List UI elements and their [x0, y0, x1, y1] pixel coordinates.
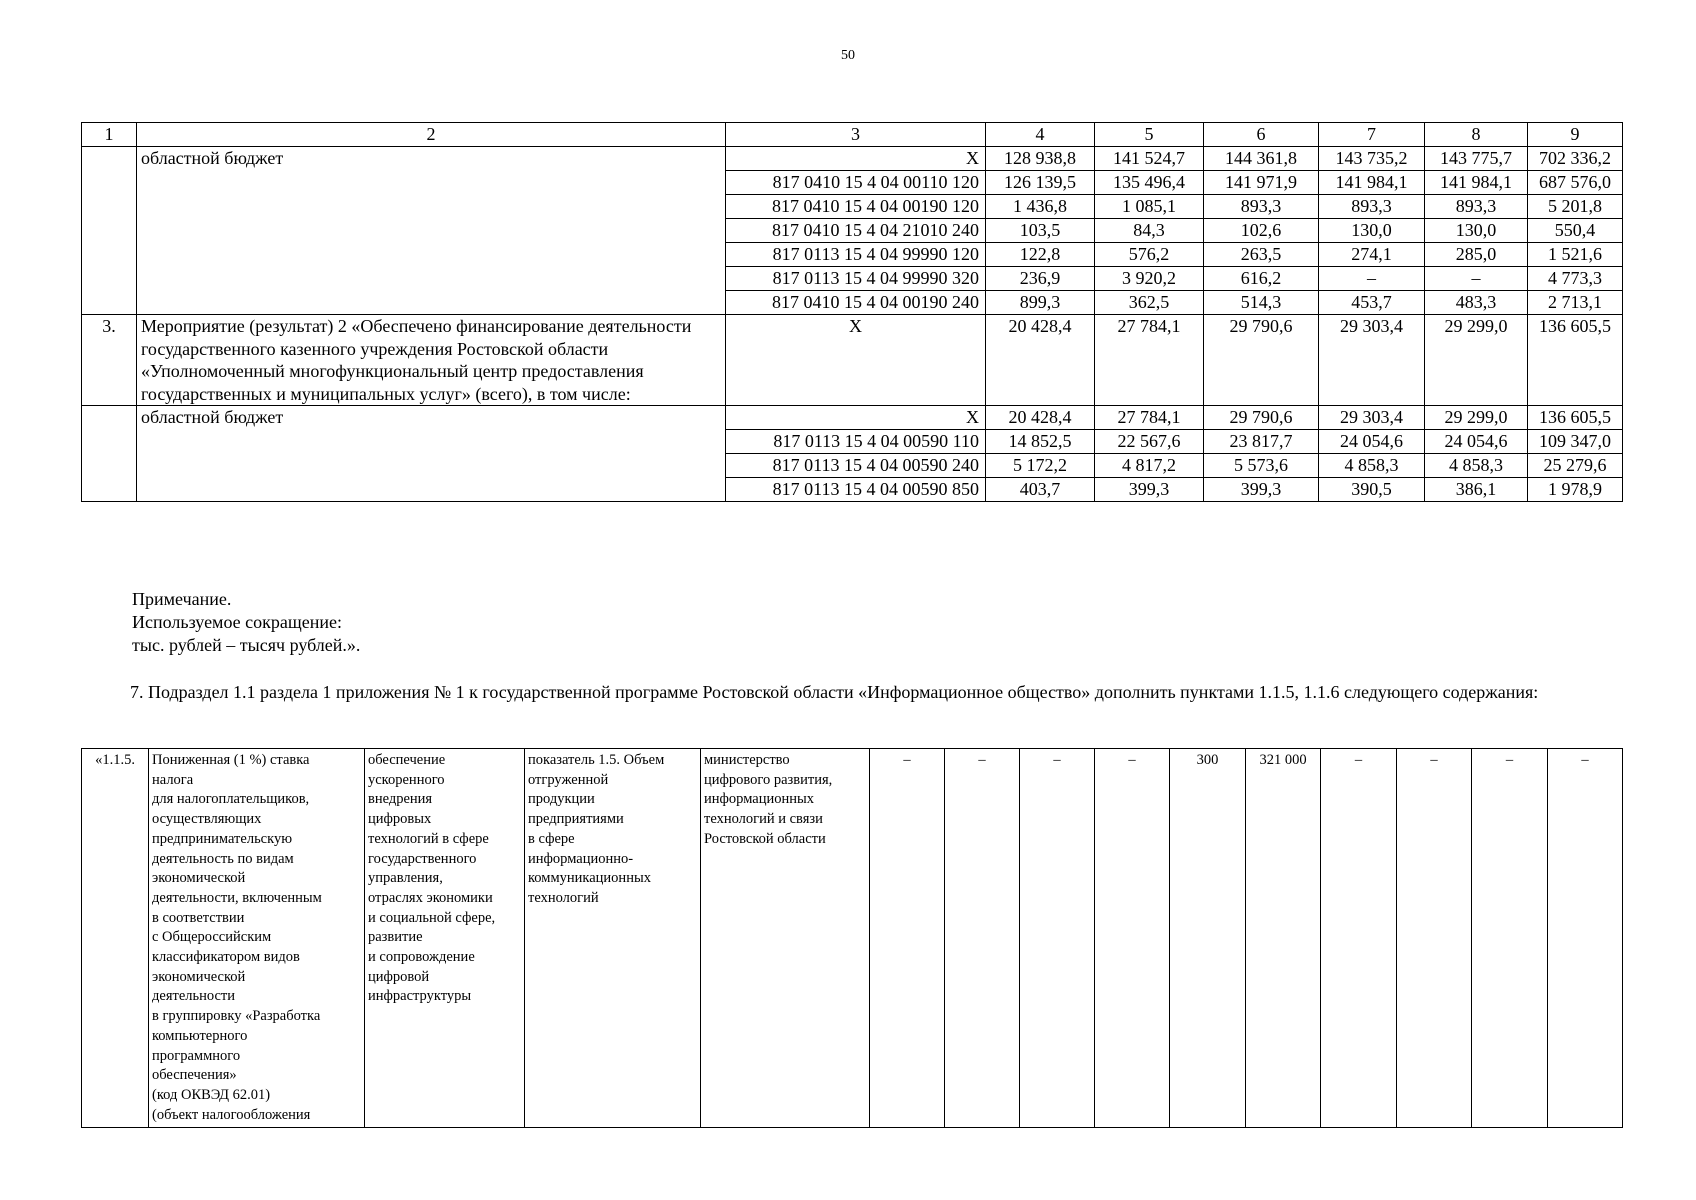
empty-number-cell [82, 406, 137, 502]
header-cell: 1 [82, 123, 137, 147]
budget-code-cell: 817 0113 15 4 04 00590 110 [726, 430, 986, 454]
table-cell: 109 347,0 [1528, 430, 1623, 454]
table-cell: – [1020, 749, 1095, 1128]
table-cell: 141 984,1 [1319, 171, 1425, 195]
note [132, 588, 360, 657]
header-cell: 3 [726, 123, 986, 147]
benefit-description [149, 749, 365, 1128]
table-cell: 4 817,2 [1095, 454, 1204, 478]
benefit-curator-text: министерство цифрового развития, информационных технологий и связи Ростовской области [704, 752, 833, 847]
header-cell: 2 [137, 123, 726, 147]
table-cell: 4 858,3 [1425, 454, 1528, 478]
page-number: 50 [841, 48, 855, 63]
header-cell: 8 [1425, 123, 1528, 147]
amendment-paragraph: 7. Подраздел 1.1 раздела 1 приложения № 1 к государственной программе Ростовской области «Информационное общество» дополнить пунктами 1.1.5, 1.1.6 следующего содержания: [130, 682, 1539, 702]
budget-code-cell: X [726, 147, 986, 171]
table-cell: 27 784,1 [1095, 406, 1204, 430]
note-title: Примечание. [132, 589, 232, 609]
table-cell: 122,8 [986, 243, 1095, 267]
header-cell: 4 [986, 123, 1095, 147]
table-cell: 5 172,2 [986, 454, 1095, 478]
table-cell: 141 984,1 [1425, 171, 1528, 195]
table-row [82, 749, 1623, 1128]
item-number: 3. [82, 315, 137, 406]
table-cell: 514,3 [1204, 291, 1319, 315]
table-cell: 29 303,4 [1319, 406, 1425, 430]
table-cell: 130,0 [1319, 219, 1425, 243]
table-cell: – [1425, 267, 1528, 291]
budget-code-cell: 817 0410 15 4 04 00190 240 [726, 291, 986, 315]
table-cell: 84,3 [1095, 219, 1204, 243]
item-number: «1.1.5. [82, 749, 149, 1128]
header-cell: 9 [1528, 123, 1623, 147]
table-cell: 29 303,4 [1319, 315, 1425, 406]
table-cell: 687 576,0 [1528, 171, 1623, 195]
table-cell: 136 605,5 [1528, 315, 1623, 406]
table-cell: 300 [1170, 749, 1246, 1128]
budget-code-cell: 817 0113 15 4 04 99990 120 [726, 243, 986, 267]
header-cell: 5 [1095, 123, 1204, 147]
header-cell: 6 [1204, 123, 1319, 147]
table-header-row [82, 123, 1623, 147]
benefit-description-text: Пониженная (1 %) ставка налога для налогоплательщиков, осуществляющих предпринимательскую деятельность по видам экономической деятельности, включенным в соответствии с Общероссийским классификатором видов экономической деятельности в группировку «Разработка компьютерного программного обеспечения» (код ОКВЭД 62.01) (объект налогообложения [152, 752, 322, 1123]
benefit-goal-text: обеспечение ускоренного внедрения цифровых технологий в сфере государственного управления, отраслях экономики и социальной сфере, развитие и сопровождение цифровой инфраструктуры [368, 752, 496, 1005]
table-cell: 130,0 [1425, 219, 1528, 243]
table-cell: 893,3 [1204, 195, 1319, 219]
budget-source-label: областной бюджет [137, 406, 726, 502]
table-cell: 483,3 [1425, 291, 1528, 315]
benefit-indicator-text: показатель 1.5. Объем отгруженной продукции предприятиями в сфере информационно- коммуникационных технологий [528, 752, 665, 906]
table-cell: 23 817,7 [1204, 430, 1319, 454]
benefit-goal [365, 749, 525, 1128]
table-cell: 24 054,6 [1319, 430, 1425, 454]
table-cell: 4 858,3 [1319, 454, 1425, 478]
table-cell: – [945, 749, 1020, 1128]
tax-benefit-table [81, 748, 1623, 1128]
table-row-item3 [82, 315, 1623, 406]
table-cell: – [1095, 749, 1170, 1128]
table-cell: 3 920,2 [1095, 267, 1204, 291]
table-cell: 550,4 [1528, 219, 1623, 243]
table-cell: 20 428,4 [986, 406, 1095, 430]
table-cell: 143 735,2 [1319, 147, 1425, 171]
empty-number-cell [82, 147, 137, 315]
table-cell: 126 139,5 [986, 171, 1095, 195]
budget-code-cell: 817 0410 15 4 04 00190 120 [726, 195, 986, 219]
table-row [82, 406, 1623, 430]
benefit-curator [701, 749, 870, 1128]
table-cell: 576,2 [1095, 243, 1204, 267]
table-cell: 274,1 [1319, 243, 1425, 267]
table-cell: 22 567,6 [1095, 430, 1204, 454]
table-cell: – [1319, 267, 1425, 291]
table-cell: 24 054,6 [1425, 430, 1528, 454]
table-cell: 20 428,4 [986, 315, 1095, 406]
table-cell: 2 713,1 [1528, 291, 1623, 315]
table-cell: 390,5 [1319, 478, 1425, 502]
table-cell: 14 852,5 [986, 430, 1095, 454]
table-cell: 263,5 [1204, 243, 1319, 267]
table-cell: 1 978,9 [1528, 478, 1623, 502]
table-cell: 616,2 [1204, 267, 1319, 291]
budget-code-cell: 817 0113 15 4 04 00590 240 [726, 454, 986, 478]
table-cell: X [726, 315, 986, 406]
table-cell: 899,3 [986, 291, 1095, 315]
table-cell: 29 790,6 [1204, 406, 1319, 430]
budget-source-label: областной бюджет [137, 147, 726, 315]
item-description: Мероприятие (результат) 2 «Обеспечено финансирование деятельности государственного казенного учреждения Ростовской области «Уполномоченный многофункциональный центр предоставления государственных и муниципальных услуг» (всего), в том числе: [137, 315, 726, 406]
table-cell: 29 299,0 [1425, 315, 1528, 406]
budget-code-cell: 817 0410 15 4 04 21010 240 [726, 219, 986, 243]
table-cell: 399,3 [1095, 478, 1204, 502]
table-cell: 1 521,6 [1528, 243, 1623, 267]
budget-code-cell: X [726, 406, 986, 430]
table-cell: 362,5 [1095, 291, 1204, 315]
table-cell: – [1472, 749, 1548, 1128]
table-cell: – [1321, 749, 1397, 1128]
table-row [82, 147, 1623, 171]
table-cell: 29 299,0 [1425, 406, 1528, 430]
table-cell: – [1397, 749, 1472, 1128]
table-cell: 403,7 [986, 478, 1095, 502]
table-cell: 399,3 [1204, 478, 1319, 502]
table-cell: 5 201,8 [1528, 195, 1623, 219]
block2 [82, 406, 1623, 502]
table-cell: 893,3 [1425, 195, 1528, 219]
table-cell: – [1548, 749, 1623, 1128]
budget-code-cell: 817 0113 15 4 04 99990 320 [726, 267, 986, 291]
table-cell: 136 605,5 [1528, 406, 1623, 430]
note-abbreviation: тыс. рублей – тысяч рублей.». [132, 635, 361, 655]
block1 [82, 147, 1623, 315]
table-cell: 702 336,2 [1528, 147, 1623, 171]
table-cell: 453,7 [1319, 291, 1425, 315]
budget-code-cell: 817 0410 15 4 04 00110 120 [726, 171, 986, 195]
table-cell: 103,5 [986, 219, 1095, 243]
table-cell: 25 279,6 [1528, 454, 1623, 478]
table-cell: 893,3 [1319, 195, 1425, 219]
header-cell: 7 [1319, 123, 1425, 147]
table-cell: 143 775,7 [1425, 147, 1528, 171]
table-cell: 135 496,4 [1095, 171, 1204, 195]
table-cell: 1 436,8 [986, 195, 1095, 219]
table-cell: 386,1 [1425, 478, 1528, 502]
note-abbreviation-heading: Используемое сокращение: [132, 612, 342, 632]
table-cell: 141 971,9 [1204, 171, 1319, 195]
table-cell: 102,6 [1204, 219, 1319, 243]
table-cell: 141 524,7 [1095, 147, 1204, 171]
table-cell: 321 000 [1246, 749, 1321, 1128]
table-cell: 128 938,8 [986, 147, 1095, 171]
budget-table [81, 122, 1623, 502]
table-cell: 144 361,8 [1204, 147, 1319, 171]
budget-code-cell: 817 0113 15 4 04 00590 850 [726, 478, 986, 502]
table-cell: 4 773,3 [1528, 267, 1623, 291]
table-cell: 285,0 [1425, 243, 1528, 267]
table-cell: 236,9 [986, 267, 1095, 291]
benefit-indicator [525, 749, 701, 1128]
table-cell: 27 784,1 [1095, 315, 1204, 406]
table-cell: 5 573,6 [1204, 454, 1319, 478]
table-cell: – [870, 749, 945, 1128]
table-cell: 29 790,6 [1204, 315, 1319, 406]
table-cell: 1 085,1 [1095, 195, 1204, 219]
